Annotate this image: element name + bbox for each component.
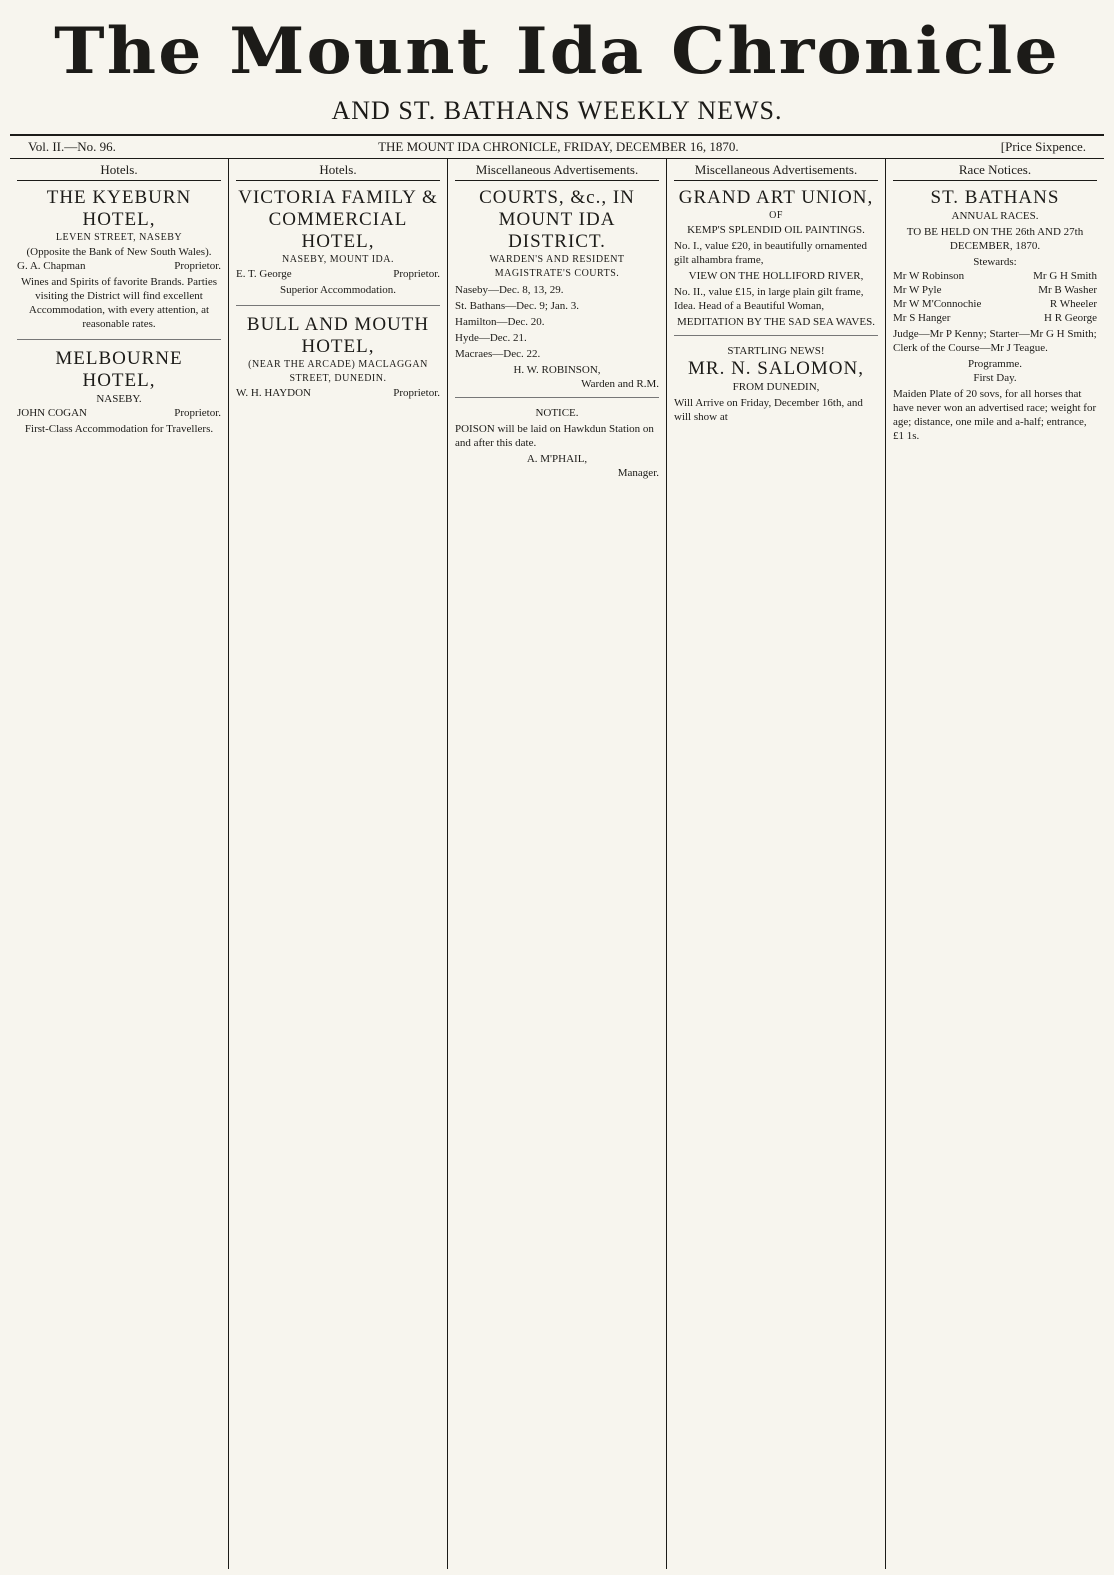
ad-title: MELBOURNE HOTEL, [55,348,183,391]
volume-number: Vol. II.—No. 96. [28,139,116,154]
steward-row [893,311,1097,325]
ad-proprietor: W. H. HAYDON [236,387,311,399]
court-line: Naseby—Dec. 8, 13, 29. [455,284,564,296]
newspaper-page [10,10,1104,1555]
ad-proprietor-row [236,267,440,281]
ad-date: TO BE HELD ON THE 26th AND 27th DECEMBER, 1870. [906,226,1084,252]
ad-st-bathans-races [893,187,1097,451]
ad-title: COURTS, &c., IN MOUNT IDA DISTRICT. [479,187,635,252]
dateline: THE MOUNT IDA CHRONICLE, FRIDAY, DECEMBER 16, 1870. [378,139,739,154]
ad-item-title: VIEW ON THE HOLLIFORD RIVER, [688,270,864,282]
programme-label: Programme. [967,358,1023,370]
ad-street: NASEBY, MOUNT IDA. [282,254,394,265]
columns [10,159,1104,1569]
masthead-subtitle: AND ST. BATHANS WEEKLY NEWS. [331,96,783,125]
ad-from: FROM DUNEDIN, [732,381,820,393]
court-line: Hamilton—Dec. 20. [455,316,545,328]
ad-signer-role: Manager. [617,467,659,479]
masthead-title: The Mount Ida Chronicle [54,14,1060,89]
steward: Mr W Robinson [893,270,965,282]
column-hotels-1 [10,159,229,1569]
column-header: Hotels. [17,163,221,181]
ad-role: Proprietor. [393,268,440,280]
ad-poison-notice [455,406,659,486]
ad-proprietor-row [17,259,221,273]
ad-role: Proprietor. [174,407,221,419]
ad-name: MR. N. SALOMON, [688,358,864,379]
ad-text: POISON will be laid on Hawkdun Station on and after this date. [455,423,654,449]
ad-item-title: MEDITATION BY THE SAD SEA WAVES. [677,316,875,328]
ad-salomon [674,344,878,432]
day-label: First Day. [973,372,1017,384]
ad-item: No. II., value £15, in large plain gilt frame, Idea. Head of a Beautiful Woman, [674,286,864,312]
ad-role: Proprietor. [393,387,440,399]
steward: Mr W Pyle [893,284,942,296]
ad-role: Proprietor. [174,260,221,272]
ad-title: STARTLING NEWS! [727,345,825,357]
ad-title: THE KYEBURN HOTEL, [46,187,192,230]
column-header: Race Notices. [893,163,1097,181]
officials: Judge—Mr P Kenny; Starter—Mr G H Smith; Clerk of the Course—Mr J Teague. [893,328,1097,354]
ad-location: (Opposite the Bank of New South Wales). [26,246,212,258]
ad-street: (NEAR THE ARCADE) MACLAGGAN STREET, DUNEDIN. [248,359,428,384]
ad-proprietor-row [17,406,221,420]
court-line: St. Bathans—Dec. 9; Jan. 3. [455,300,580,312]
ad-courts [455,187,659,398]
ad-proprietor: E. T. George [236,268,292,280]
steward: Mr S Hanger [893,312,951,324]
ad-of: OF [769,210,783,221]
column-hotels-2 [229,159,448,1569]
ad-title: VICTORIA FAMILY & COMMERCIAL HOTEL, [238,187,438,252]
court-line: Hyde—Dec. 21. [455,332,527,344]
ad-title: NOTICE. [535,407,579,419]
ad-text: First-Class Accommodation for Travellers. [24,423,214,435]
ad-kyeburn-hotel [17,187,221,340]
ad-signer: A. M'PHAIL, [526,453,588,465]
column-header: Miscellaneous Advertisements. [455,163,659,181]
ad-proprietor: G. A. Chapman [17,260,86,272]
steward: Mr W M'Connochie [893,298,982,310]
ad-title: GRAND ART UNION, [678,187,874,208]
steward-row [893,297,1097,311]
ad-title: BULL AND MOUTH HOTEL, [246,314,430,357]
ad-text: Wines and Spirits of favorite Brands. Parties visiting the District will find excellent Accommodation, with every attention, at reasonable rates. [21,276,217,330]
ad-subtitle: ANNUAL RACES. [951,210,1039,222]
ad-item: No. I., value £20, in beautifully ornamented gilt alhambra frame, [674,240,868,266]
column-misc-2 [667,159,886,1569]
steward: Mr G H Smith [1033,270,1097,282]
ad-victoria-hotel [236,187,440,306]
ad-proprietor: JOHN COGAN [17,407,87,419]
column-header: Hotels. [236,163,440,181]
price: [Price Sixpence. [1000,139,1086,154]
stewards-label: Stewards: [973,256,1017,268]
ad-signer: H. W. ROBINSON, [513,364,601,376]
column-misc-1 [448,159,667,1569]
steward: R Wheeler [1049,298,1097,310]
steward-row [893,269,1097,283]
issue-line [10,136,1104,159]
race-event: Maiden Plate of 20 sovs, for all horses that have never won an advertised race; weight for age; distance, one mile and a-half; entrance, £1 1s. [893,388,1097,442]
ad-town: NASEBY. [96,393,142,405]
steward: Mr B Washer [1038,284,1097,296]
ad-subtitle: WARDEN'S AND RESIDENT MAGISTRATE'S COURTS. [489,254,625,279]
ad-proprietor-row [236,386,440,400]
court-line: Macraes—Dec. 22. [455,348,541,360]
ad-text: Will Arrive on Friday, December 16th, and will show at [674,397,863,423]
column-header: Miscellaneous Advertisements. [674,163,878,181]
ad-bull-and-mouth-hotel [236,314,440,406]
column-race-notices [886,159,1104,1569]
ad-street: LEVEN STREET, NASEBY [55,232,183,243]
ad-subtitle: KEMP'S SPLENDID OIL PAINTINGS. [687,224,865,236]
ad-art-union [674,187,878,336]
steward-row [893,283,1097,297]
ad-title: ST. BATHANS [930,187,1060,208]
ad-text: Superior Accommodation. [279,284,397,296]
ad-melbourne-hotel [17,348,221,444]
ad-signer-role: Warden and R.M. [581,378,659,390]
steward: H R George [1044,312,1097,324]
